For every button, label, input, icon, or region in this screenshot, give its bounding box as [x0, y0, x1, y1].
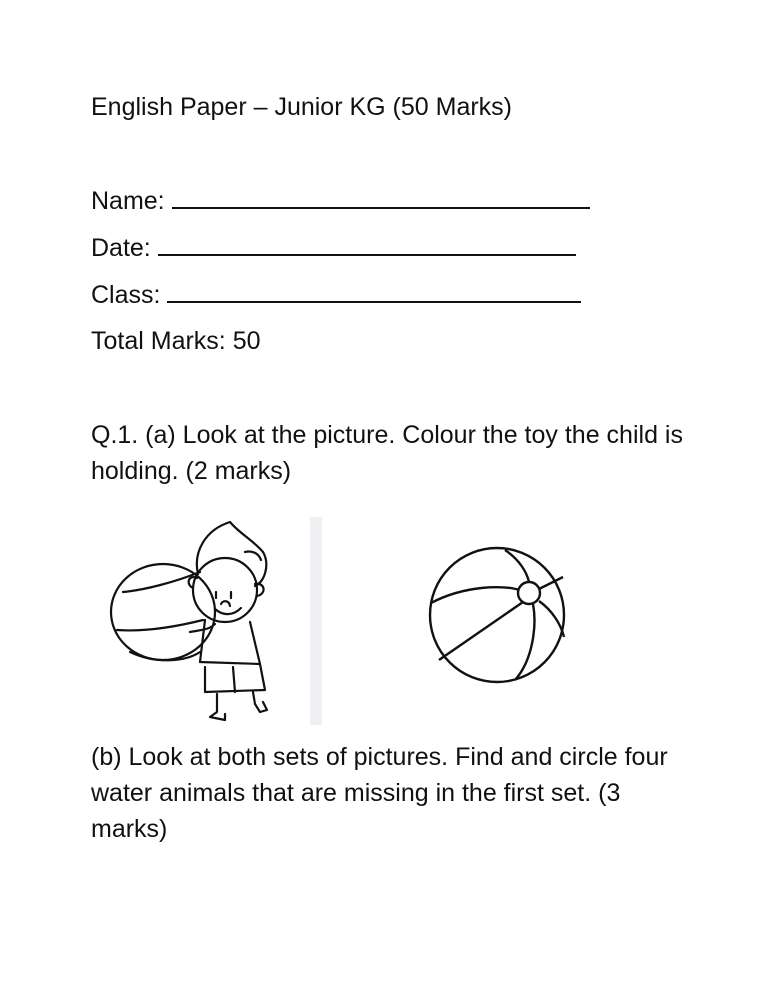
question-1b: (b) Look at both sets of pictures. Find and circle four water animals that are missing in the first set. (3 marks) — [91, 743, 668, 843]
question-1a: Q.1. (a) Look at the picture. Colour the toy the child is holding. (2 marks) — [91, 421, 683, 485]
class-field — [91, 278, 581, 312]
class-label: Class: — [91, 281, 161, 309]
class-blank[interactable] — [167, 279, 581, 303]
page-title: English Paper – Junior KG (50 Marks) — [91, 93, 513, 121]
date-blank[interactable] — [158, 232, 576, 256]
beach-ball-image — [425, 545, 570, 685]
name-field — [91, 184, 590, 218]
date-label: Date: — [91, 234, 151, 262]
name-blank[interactable] — [172, 185, 590, 209]
image-divider — [310, 517, 322, 725]
name-label: Name: — [91, 187, 165, 215]
total-marks: Total Marks: 50 — [91, 327, 261, 355]
date-field — [91, 231, 576, 265]
child-holding-ball-image — [105, 512, 305, 727]
